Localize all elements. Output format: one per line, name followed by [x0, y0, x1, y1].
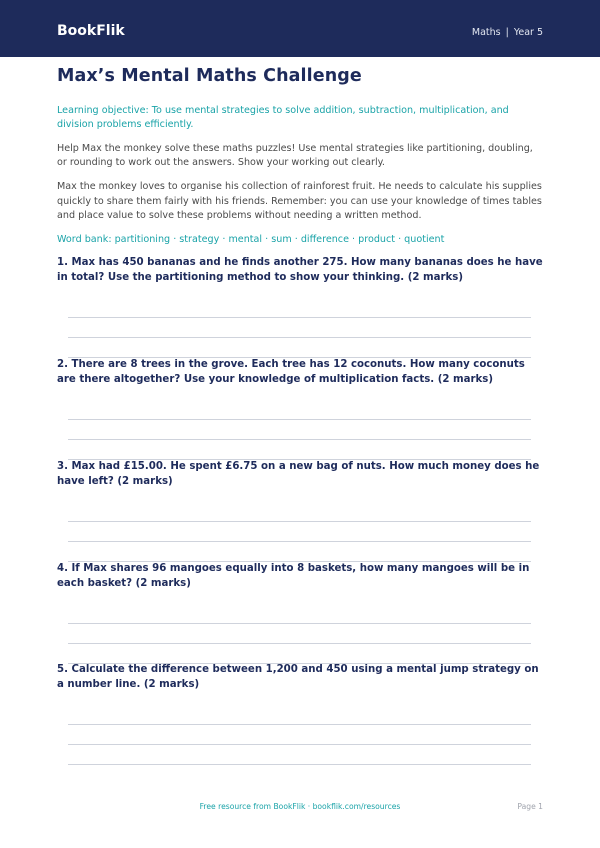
answer-line[interactable] — [68, 744, 531, 745]
subject-label: Maths — [471, 27, 501, 38]
question-text: 2. There are 8 trees in the grove. Each tree has 12 coconuts. How many coconuts are there altogether? Use your knowledge of multiplication facts. (2 marks) — [57, 359, 525, 385]
breadcrumb-separator: | — [505, 27, 509, 38]
answer-line[interactable] — [68, 623, 531, 624]
answer-line[interactable] — [68, 439, 531, 440]
answer-line[interactable] — [68, 521, 531, 522]
intro-paragraph: Help Max the monkey solve these maths puzzles! Use mental strategies like partitioning, doubling, or rounding to work out the answers. Show your working out clearly. — [57, 143, 533, 169]
header-bar — [0, 0, 600, 57]
footer-link[interactable]: Free resource from BookFlik · bookflik.com/resources — [199, 802, 401, 811]
brand-logo[interactable]: BookFlik — [57, 23, 125, 39]
question-2 — [57, 358, 543, 387]
question-4 — [57, 562, 543, 591]
question-text: 4. If Max shares 96 mangoes equally into 8 baskets, how many mangoes will be in each basket? (2 marks) — [57, 563, 530, 589]
page-title: Max’s Mental Maths Challenge — [57, 66, 362, 86]
question-text: 5. Calculate the difference between 1,200 and 450 using a mental jump strategy on a number line. (2 marks) — [57, 664, 539, 690]
question-text: 3. Max had £15.00. He spent £6.75 on a new bag of nuts. How much money does he have left? (2 marks) — [57, 461, 540, 487]
worksheet-content — [57, 66, 543, 245]
question-text: 1. Max has 450 bananas and he finds another 275. How many bananas does he have in total? Use the partitioning method to show your thinking. (2 marks) — [57, 257, 543, 283]
answer-line[interactable] — [68, 541, 531, 542]
word-bank: Word bank: partitioning · strategy · mental · sum · difference · product · quotient — [57, 234, 445, 246]
answer-line[interactable] — [68, 643, 531, 644]
answer-line[interactable] — [68, 337, 531, 338]
answer-line[interactable] — [68, 317, 531, 318]
subject-breadcrumb — [472, 27, 543, 38]
answer-line[interactable] — [68, 419, 531, 420]
context-paragraph: Max the monkey loves to organise his collection of rainforest fruit. He needs to calculate his supplies quickly to share them fairly with his friends. Remember: you can use your knowledge of times tables and place value to solve these problems without needing a written method. — [57, 181, 542, 221]
learning-objective: Learning objective: To use mental strategies to solve addition, subtraction, multiplication, and division problems efficiently. — [57, 105, 509, 130]
question-5 — [57, 663, 543, 692]
answer-line[interactable] — [68, 724, 531, 725]
question-3 — [57, 460, 543, 489]
answer-line[interactable] — [68, 764, 531, 765]
question-1 — [57, 256, 543, 285]
page-number: Page 1 — [517, 802, 543, 811]
year-label: Year 5 — [513, 27, 543, 38]
